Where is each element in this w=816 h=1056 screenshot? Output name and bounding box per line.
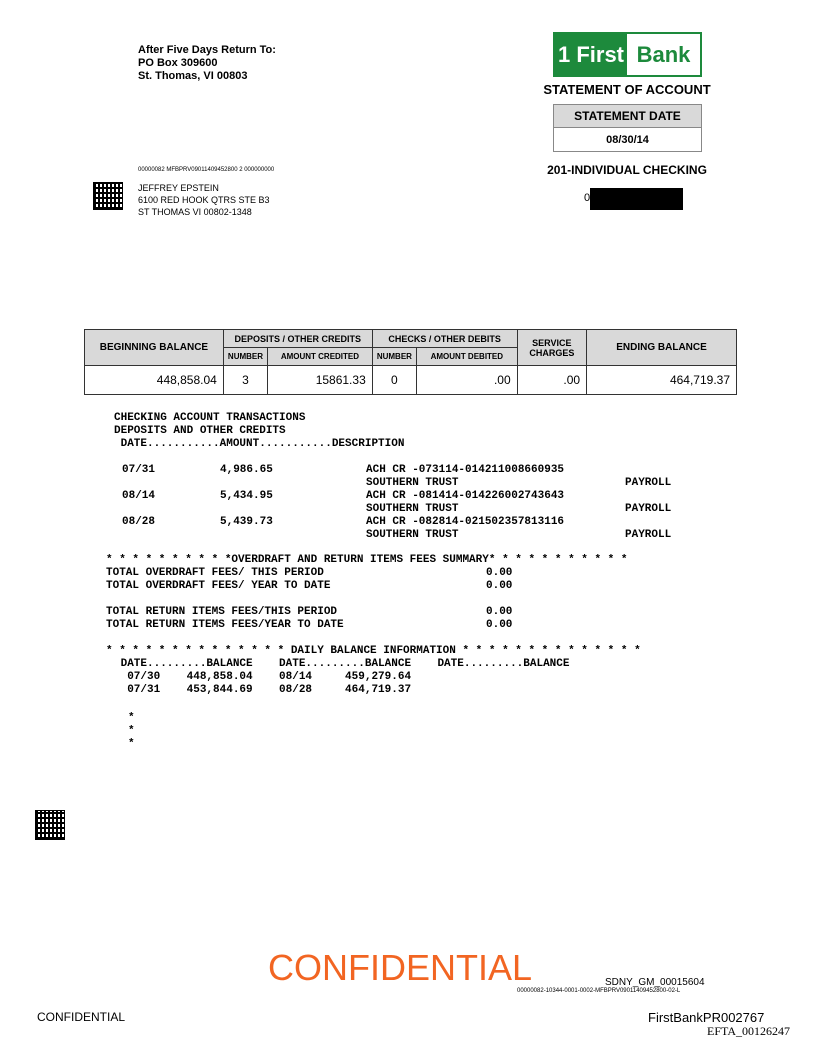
return-address	[138, 44, 276, 83]
account-number: 0	[584, 192, 591, 204]
header-debit-number: NUMBER	[372, 348, 416, 366]
txn-description: ACH CR -073114-014211008660935	[366, 464, 565, 476]
txn-amount: 5,434.95	[220, 490, 273, 502]
sdny-label: SDNY_GM_00015604	[605, 977, 705, 988]
txn-tag: PAYROLL	[625, 503, 672, 515]
header-amount-debited: AMOUNT DEBITED	[417, 348, 518, 366]
balance-summary-table	[84, 329, 737, 395]
daily-balance-line: 07/31 453,844.69 08/28 464,719.37	[114, 684, 412, 696]
logo-part1: 1 First	[555, 34, 627, 75]
statement-date-box	[553, 104, 702, 152]
fee-value: 0.00	[486, 567, 513, 579]
header-beginning-balance: BEGINNING BALANCE	[85, 330, 224, 366]
txn-amount: 5,439.73	[220, 516, 273, 528]
daily-balance-header: * * * * * * * * * * * * * * DAILY BALANCE INFORMATION * * * * * * * * * * * * * *	[106, 645, 641, 657]
fees-summary-header: * * * * * * * * * *OVERDRAFT AND RETURN ITEMS FEES SUMMARY* * * * * * * * * * *	[106, 554, 628, 566]
addressee-city: ST THOMAS VI 00802-1348	[138, 207, 252, 217]
logo-part2: Bank	[627, 34, 700, 75]
redaction-bar	[590, 188, 683, 210]
fee-value: 0.00	[486, 606, 513, 618]
return-address-line2: St. Thomas, VI 00803	[138, 70, 248, 82]
daily-balance-line: 07/30 448,858.04 08/14 459,279.64	[114, 671, 412, 683]
confidential-stamp: CONFIDENTIAL	[268, 947, 533, 988]
account-type: 201-INDIVIDUAL CHECKING	[547, 163, 707, 177]
txn-description-sub: SOUTHERN TRUST	[366, 477, 459, 489]
fee-label: TOTAL OVERDRAFT FEES/ THIS PERIOD	[106, 567, 324, 579]
txn-tag: PAYROLL	[625, 477, 672, 489]
section-title: CHECKING ACCOUNT TRANSACTIONS	[114, 412, 306, 424]
deposit-count-value: 3	[223, 366, 267, 395]
header-checks: CHECKS / OTHER DEBITS	[372, 330, 517, 348]
fee-label: TOTAL OVERDRAFT FEES/ YEAR TO DATE	[106, 580, 331, 592]
statement-date-label: STATEMENT DATE	[554, 105, 701, 128]
daily-balance-column-header: DATE.........BALANCE DATE.........BALANCE DATE.........BALANCE	[114, 658, 570, 670]
barcode-icon	[35, 810, 65, 840]
statement-date-value: 08/30/14	[606, 134, 649, 146]
fee-label: TOTAL RETURN ITEMS FEES/YEAR TO DATE	[106, 619, 344, 631]
txn-date: 08/28	[122, 516, 156, 528]
barcode-icon	[93, 182, 123, 210]
txn-tag: PAYROLL	[625, 529, 672, 541]
section-subtitle: DEPOSITS AND OTHER CREDITS	[114, 425, 286, 437]
ending-balance-value: 464,719.37	[587, 366, 737, 395]
return-address-heading: After Five Days Return To:	[138, 44, 276, 56]
txn-description: ACH CR -082814-021502357813116	[366, 516, 565, 528]
asterisk-marker: *	[128, 738, 135, 750]
mailing-code-line: 00000082 MFBPRV09011409452800 2 000000000	[138, 167, 275, 173]
header-deposit-number: NUMBER	[223, 348, 267, 366]
return-address-line1: PO Box 309600	[138, 57, 218, 69]
debit-count-value: 0	[372, 366, 416, 395]
amount-debited-value: .00	[417, 366, 518, 395]
fee-label: TOTAL RETURN ITEMS FEES/THIS PERIOD	[106, 606, 338, 618]
txn-date: 08/14	[122, 490, 156, 502]
fee-value: 0.00	[486, 580, 513, 592]
txn-amount: 4,986.65	[220, 464, 273, 476]
header-service-charges: SERVICE CHARGES	[517, 330, 586, 366]
beginning-balance-value: 448,858.04	[85, 366, 224, 395]
asterisk-marker: *	[128, 712, 135, 724]
addressee-name: JEFFREY EPSTEIN	[138, 183, 219, 193]
bank-logo	[553, 32, 702, 77]
efta-number: EFTA_00126247	[707, 1024, 791, 1038]
txn-description-sub: SOUTHERN TRUST	[366, 529, 459, 541]
transactions-column-header: DATE...........AMOUNT...........DESCRIPTION	[114, 438, 405, 450]
barcode-text: 00000082-10344-0001-0002-MFBPRV09011409452800-02-L	[517, 988, 681, 994]
confidential-label: CONFIDENTIAL	[37, 1010, 126, 1024]
amount-credited-value: 15861.33	[268, 366, 373, 395]
txn-description-sub: SOUTHERN TRUST	[366, 503, 459, 515]
fee-value: 0.00	[486, 619, 513, 631]
header-deposits: DEPOSITS / OTHER CREDITS	[223, 330, 372, 348]
addressee-street: 6100 RED HOOK QTRS STE B3	[138, 195, 270, 205]
txn-description: ACH CR -081414-014226002743643	[366, 490, 565, 502]
statement-title: STATEMENT OF ACCOUNT	[543, 82, 711, 97]
asterisk-marker: *	[128, 725, 135, 737]
header-ending-balance: ENDING BALANCE	[587, 330, 737, 366]
service-charges-value: .00	[517, 366, 586, 395]
addressee-block	[138, 182, 270, 218]
header-amount-credited: AMOUNT CREDITED	[268, 348, 373, 366]
txn-date: 07/31	[122, 464, 156, 476]
bates-number: FirstBankPR002767	[648, 1010, 765, 1025]
